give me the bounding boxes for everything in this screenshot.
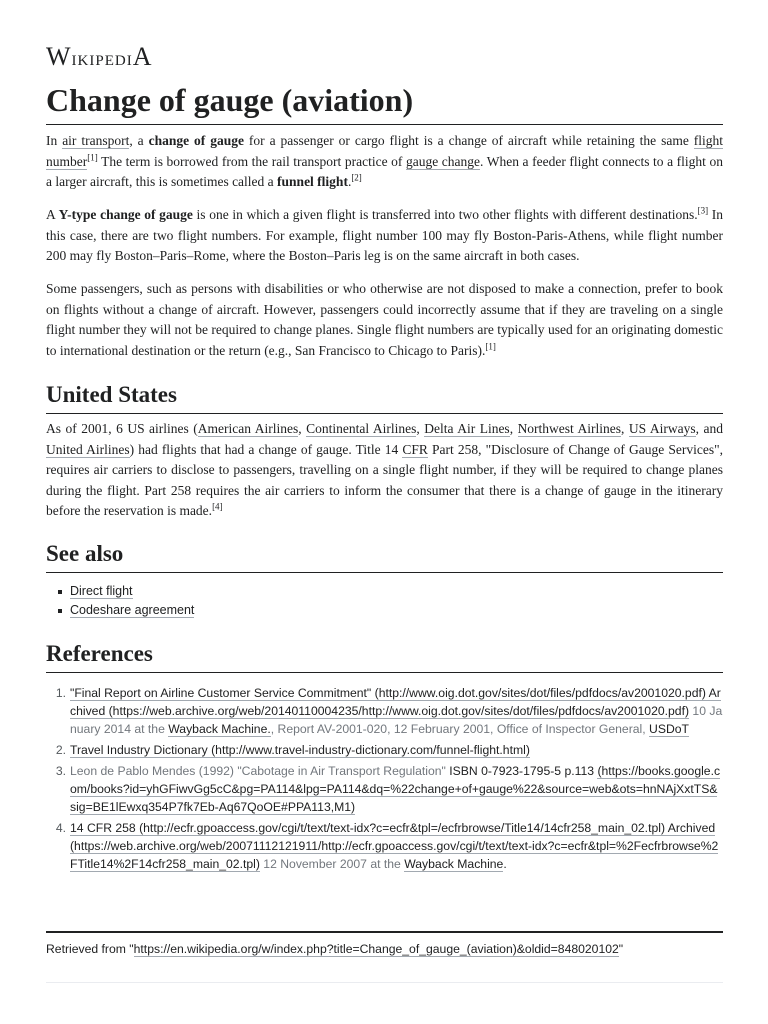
reference-number: 3. [55, 764, 66, 778]
reference-number: 2. [55, 743, 66, 757]
citation-link[interactable]: [4] [212, 501, 223, 512]
reference-item: 1. "Final Report on Airline Customer Service Commitment" (http://www.oig.dot.gov/sites/dot/files/pdfdocs/av2001020.pdf) Archived (https://web.archive.org/web/20140110004235/http://www.oig.dot.gov/sites/dot/files/pdfdocs/av2001020.pdf) 10 January 2014 at the Wayback Machine., Report AV-2001-020, 12 February 2001, Office of Inspector General, USDoT [46, 684, 723, 738]
wayback-machine-link[interactable]: Wayback Machine. [168, 722, 271, 736]
us-paragraph: As of 2001, 6 US airlines (American Airlines, Continental Airlines, Delta Air Lines, Northwest Airlines, US Airways, and United Airlines) had flights that had a change of gauge. Title 14 CFR Part 258, "Disclosure of Change of Gauge Services", requires air carriers to disclose to passengers, travelling on a single flight number, if they will be required to change planes during the flight. Part 258 requires the air carriers to inform the consumer that there is a change of gauge in the itinerary before the reservation is made.[4] [46, 421, 724, 518]
list-item [46, 601, 194, 620]
section-heading-see-also: See also [46, 539, 723, 573]
reference-link[interactable]: "Final Report on Airline Customer Service Commitment" (http://www.oig.dot.gov/sites/dot/files/pdfdocs/av2001020.pdf) [70, 686, 706, 700]
bold-term: change of gauge [148, 133, 244, 148]
retrieved-from: Retrieved from "https://en.wikipedia.org/w/index.php?title=Change_of_gauge_(aviation)&oldid=848020102" [46, 942, 624, 956]
link-codeshare-agreement[interactable]: Codeshare agreement [70, 603, 195, 617]
link-northwest-airlines[interactable]: Northwest Airlines [517, 421, 622, 436]
reference-item [46, 741, 723, 759]
intro-paragraph-1: In air transport, a change of gauge for a passenger or cargo flight is a change of aircraft while retaining the same flight number[1] The term is borrowed from the rail transport practice of gauge change. When a feeder flight connects to a flight on a larger aircraft, this is sometimes called a funnel flight.[2] [46, 133, 724, 189]
retrieved-url-link[interactable]: https://en.wikipedia.org/w/index.php?title=Change_of_gauge_(aviation)&oldid=848020102 [133, 942, 619, 956]
link-cfr[interactable]: CFR [402, 441, 428, 457]
intro-paragraph-3: Some passengers, such as persons with disabilities or who otherwise are not disposed to make a connection, prefer to book on flights without a change of aircraft. However, passengers could incorrectly assume that if they are traveling on a single flight number they will not be required to change planes. Single flight numbers are typically used for an originating domestic to international destination or the return (e.g., San Francisco to Chicago to Paris).[1] [46, 281, 723, 358]
link-united-airlines[interactable]: United Airlines [46, 441, 130, 457]
citation-link[interactable]: [1] [87, 152, 98, 162]
wordmark-letter: W [46, 42, 72, 71]
section-heading-references: References [46, 639, 723, 673]
archived-link[interactable]: Archived (https://web.archive.org/web/20140110004235/http://www.oig.dot.gov/sites/dot/files/pdfdocs/av2001020.pdf) [70, 686, 721, 718]
link-delta-air-lines[interactable]: Delta Air Lines [424, 421, 510, 436]
bold-term: Y-type change of gauge [58, 207, 193, 222]
link-flight-number[interactable]: flight number [46, 133, 724, 169]
citation-link[interactable]: [3] [697, 205, 709, 216]
link-american-airlines[interactable]: American Airlines [197, 421, 299, 436]
archived-link[interactable]: Archived (https://web.archive.org/web/20071112121911/http://ecfr.gpoaccess.gov/cgi/t/text/text-idx?c=ecfr&tpl=%2Fecfrbrowse%2FTitle14%2F14cfr258_main_02.tpl) [70, 821, 719, 871]
reference-item: 4. 14 CFR 258 (http://ecfr.gpoaccess.gov/cgi/t/text/text-idx?c=ecfr&tpl=/ecfrbrowse/Title14/14cfr258_main_02.tpl) Archived (https://web.archive.org/web/20071112121911/http://ecfr.gpoaccess.gov/cgi/t/text/text-idx?c=ecfr&tpl=%2Fecfrbrowse%2FTitle14%2F14cfr258_main_02.tpl) 12 November 2007 at the Wayback Machine. [46, 819, 723, 873]
section-heading-united-states: United States [46, 380, 723, 414]
wikipedia-wordmark[interactable] [46, 42, 152, 72]
link-direct-flight[interactable]: Direct flight [70, 584, 133, 598]
wordmark-letter: A [132, 42, 153, 71]
wordmark-letters: ikipedi [71, 46, 133, 70]
footer-divider [46, 982, 723, 983]
citation-link[interactable]: [2] [351, 172, 362, 183]
intro-paragraph-2: A Y-type change of gauge is one in which a given flight is transferred into two other flights with different destinations.[3] In this case, there are two flight numbers. For example, flight number 100 may fly Boston-Paris-Athens, while flight number 200 may fly Boston–Paris–Rome, where the Boston–Paris leg is on the same aircraft in both cases. [46, 205, 724, 263]
reference-link[interactable]: 14 CFR 258 (http://ecfr.gpoaccess.gov/cgi/t/text/text-idx?c=ecfr&tpl=/ecfrbrowse/Title14/14cfr258_main_02.tpl) [70, 821, 665, 835]
list-item [46, 582, 194, 601]
bold-term: funnel flight [277, 174, 348, 189]
reference-number: 4. [55, 821, 66, 835]
isbn-text: ISBN 0-7923-1795-5 [449, 764, 562, 778]
reference-item: 3. Leon de Pablo Mendes (1992) "Cabotage in Air Transport Regulation" ISBN 0-7923-1795-5 p.113 (https://books.google.com/books?id=yhGFiwvGg5cC&pg=PA114&lpg=PA114&dq=%22change+of+gauge%22&source=web&ots=hnNAjXxtTS&sig=BE1lEwxq354P7fk7Eb-Aq67QoOE#PPA113,M1) [46, 762, 723, 816]
link-us-airways[interactable]: US Airways [628, 421, 696, 436]
page-title: Change of gauge (aviation) [46, 80, 723, 125]
reference-link[interactable]: (https://books.google.com/books?id=yhGFiwvGg5cC&pg=PA114&lpg=PA114&dq=%22change+of+gauge%22&source=web&ots=hnNAjXxtTS&sig=BE1lEwxq354P7fk7Eb-Aq67QoOE#PPA113,M1) [70, 764, 721, 814]
reference-number: 1. [55, 686, 66, 700]
link-gauge-change[interactable]: gauge change [405, 153, 481, 169]
references-list [46, 684, 723, 876]
footer-divider [46, 931, 723, 933]
usdot-link[interactable]: USDoT [649, 722, 689, 736]
reference-link[interactable]: Travel Industry Dictionary (http://www.travel-industry-dictionary.com/funnel-flight.html) [70, 743, 530, 757]
wayback-machine-link[interactable]: Wayback Machine [404, 857, 504, 871]
link-continental-airlines[interactable]: Continental Airlines [306, 421, 417, 436]
link-air-transport[interactable]: air transport [62, 133, 130, 148]
see-also-list [46, 582, 194, 620]
citation-link[interactable]: [1] [485, 341, 496, 351]
